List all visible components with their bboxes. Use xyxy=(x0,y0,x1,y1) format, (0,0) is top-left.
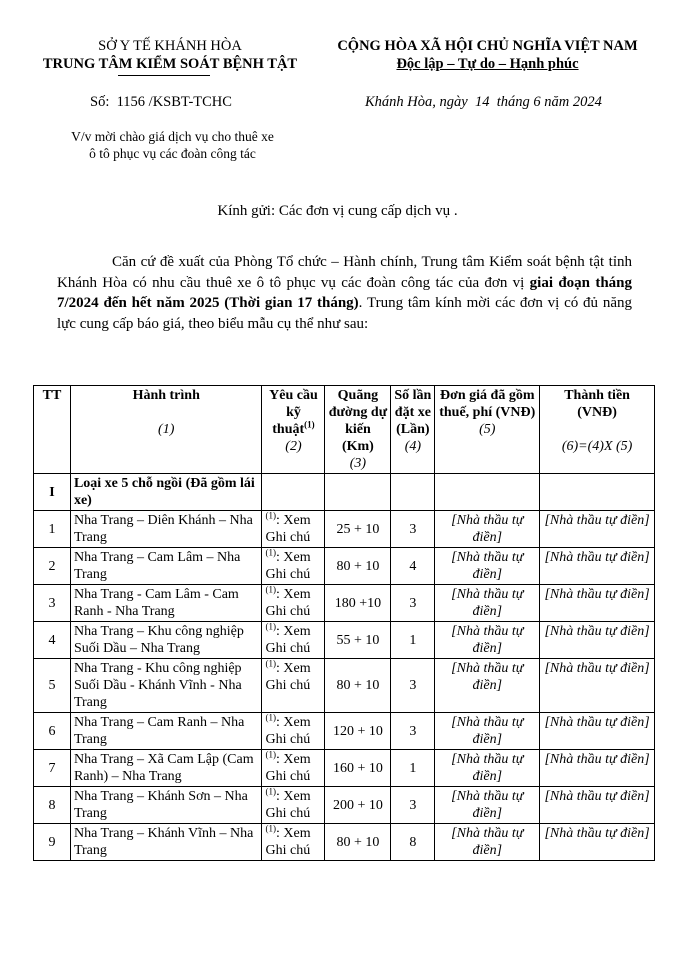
row-dist: 25 + 10 xyxy=(325,511,391,548)
row-req-text: : Xem Ghi chú xyxy=(265,789,311,821)
section-tt: I xyxy=(34,474,71,511)
row-price: [Nhà thầu tự điền] xyxy=(435,548,540,585)
org-underline xyxy=(118,75,210,76)
row-tt: 9 xyxy=(34,824,71,861)
row-req xyxy=(262,548,325,585)
header-tt xyxy=(34,386,71,474)
row-req xyxy=(262,824,325,861)
doc-number-value: 1156 /KSBT-TCHC xyxy=(116,94,232,110)
table-row xyxy=(34,585,655,622)
header-req xyxy=(262,386,325,474)
row-req-sup: (1) xyxy=(265,712,276,723)
row-req xyxy=(262,659,325,713)
row-req-text: : Xem Ghi chú xyxy=(265,550,311,582)
motto-text: Độc lập – Tự do – Hạnh phúc xyxy=(396,56,579,72)
row-times: 3 xyxy=(391,713,435,750)
subject-line-1: V/v mời chào giá dịch vụ cho thuê xe xyxy=(71,129,274,144)
row-req-sup: (1) xyxy=(265,584,276,595)
header-dist-label: Quãng đường dự kiến (Km) xyxy=(328,388,388,454)
colnum-4: (4) xyxy=(404,439,422,454)
row-dist: 120 + 10 xyxy=(325,713,391,750)
header-total-label: Thành tiền (VNĐ) xyxy=(564,388,630,420)
row-req-sup: (1) xyxy=(265,823,276,834)
table-row xyxy=(34,548,655,585)
row-total: [Nhà thầu tự điền] xyxy=(540,787,655,824)
row-times: 8 xyxy=(391,824,435,861)
section-empty-cell xyxy=(540,474,655,511)
row-req xyxy=(262,585,325,622)
row-tt: 8 xyxy=(34,787,71,824)
row-total: [Nhà thầu tự điền] xyxy=(540,548,655,585)
row-tt: 4 xyxy=(34,622,71,659)
body-paragraph xyxy=(57,252,632,334)
row-tt: 5 xyxy=(34,659,71,713)
doc-number-label: Số: xyxy=(90,94,110,110)
header-tt-label: TT xyxy=(42,388,62,403)
row-dist: 55 + 10 xyxy=(325,622,391,659)
colnum-2: (2) xyxy=(285,439,302,454)
row-total: [Nhà thầu tự điền] xyxy=(540,511,655,548)
table-row xyxy=(34,622,655,659)
recipient: Kính gửi: Các đơn vị cung cấp dịch vụ . xyxy=(217,203,458,219)
row-req-text: : Xem Ghi chú xyxy=(265,513,311,545)
row-dist: 200 + 10 xyxy=(325,787,391,824)
row-total: [Nhà thầu tự điền] xyxy=(540,622,655,659)
header-route-label: Hành trình xyxy=(132,388,200,403)
row-req-sup: (1) xyxy=(265,786,276,797)
row-dist: 180 +10 xyxy=(325,585,391,622)
org-name: TRUNG TÂM KIỂM SOÁT BỆNH TẬT xyxy=(42,56,298,72)
row-dist: 80 + 10 xyxy=(325,548,391,585)
table-row xyxy=(34,511,655,548)
row-req-sup: (1) xyxy=(265,749,276,760)
header-dist xyxy=(325,386,391,474)
header-req-label: Yêu cầu kỹ thuật xyxy=(269,388,318,437)
row-tt: 3 xyxy=(34,585,71,622)
colnum-1: (1) xyxy=(158,422,175,437)
row-req-sup: (1) xyxy=(265,621,276,632)
header-price xyxy=(435,386,540,474)
row-times: 1 xyxy=(391,750,435,787)
table-row xyxy=(34,787,655,824)
section-empty-cell xyxy=(262,474,325,511)
row-total: [Nhà thầu tự điền] xyxy=(540,713,655,750)
row-route: Nha Trang – Khánh Vĩnh – Nha Trang xyxy=(70,824,262,861)
table-row xyxy=(34,824,655,861)
colnum-3: (3) xyxy=(349,456,367,471)
colnum-6: (6)=(4)X (5) xyxy=(561,439,633,454)
row-total: [Nhà thầu tự điền] xyxy=(540,750,655,787)
subject-line-2: ô tô phục vụ các đoàn công tác xyxy=(89,146,256,161)
row-req-text: : Xem Ghi chú xyxy=(265,661,311,693)
row-req xyxy=(262,622,325,659)
header-times xyxy=(391,386,435,474)
table-header-row xyxy=(34,386,655,474)
row-tt: 2 xyxy=(34,548,71,585)
body-text-1: Căn cứ đề xuất của Phòng Tổ chức – Hành chính, Trung tâm Kiểm soát bệnh tật tỉnh Khánh Hòa có nhu cầu thuê xe ô tô phục vụ các đoàn công tác của đơn vị xyxy=(57,254,632,291)
row-req-sup: (1) xyxy=(265,510,276,521)
row-route: Nha Trang – Khánh Sơn – Nha Trang xyxy=(70,787,262,824)
row-price: [Nhà thầu tự điền] xyxy=(435,585,540,622)
table-row xyxy=(34,750,655,787)
row-times: 3 xyxy=(391,511,435,548)
body-text-end: . Trung tâm kính mời các đơn vị có đủ năng lực cung cấp báo giá, theo biểu mẫu cụ thể như sau: xyxy=(57,295,632,332)
row-tt: 6 xyxy=(34,713,71,750)
row-price: [Nhà thầu tự điền] xyxy=(435,787,540,824)
header-times-label: Số lần đặt xe (Lần) xyxy=(394,388,432,437)
body-text-bold: giai đoạn tháng 7/2024 đến hết năm 2025 (Thời gian 17 tháng) xyxy=(57,274,633,311)
row-times: 1 xyxy=(391,622,435,659)
row-times: 3 xyxy=(391,659,435,713)
row-route: Nha Trang – Diên Khánh – Nha Trang xyxy=(70,511,262,548)
row-req xyxy=(262,713,325,750)
row-req xyxy=(262,787,325,824)
table-row xyxy=(34,713,655,750)
place-date: Khánh Hòa, ngày 14 tháng 6 năm 2024 xyxy=(365,94,602,110)
doc-number xyxy=(90,94,232,111)
row-times: 3 xyxy=(391,585,435,622)
row-req-text: : Xem Ghi chú xyxy=(265,752,311,784)
row-req xyxy=(262,750,325,787)
subject xyxy=(30,128,315,162)
row-dist: 80 + 10 xyxy=(325,824,391,861)
row-price: [Nhà thầu tự điền] xyxy=(435,713,540,750)
header-price-label: Đơn giá đã gồm thuế, phí (VNĐ) xyxy=(439,388,536,420)
row-times: 3 xyxy=(391,787,435,824)
country-name: CỘNG HÒA XÃ HỘI CHỦ NGHĨA VIỆT NAM xyxy=(337,38,638,54)
row-req-text: : Xem Ghi chú xyxy=(265,624,311,656)
price-table xyxy=(33,385,655,861)
row-price: [Nhà thầu tự điền] xyxy=(435,622,540,659)
table-row xyxy=(34,659,655,713)
row-route: Nha Trang – Xã Cam Lập (Cam Ranh) – Nha Trang xyxy=(70,750,262,787)
row-req-text: : Xem Ghi chú xyxy=(265,826,311,858)
section-label: Loại xe 5 chỗ ngồi (Đã gồm lái xe) xyxy=(70,474,262,511)
section-empty-cell xyxy=(391,474,435,511)
row-req xyxy=(262,511,325,548)
row-total: [Nhà thầu tự điền] xyxy=(540,824,655,861)
row-total: [Nhà thầu tự điền] xyxy=(540,659,655,713)
row-dist: 160 + 10 xyxy=(325,750,391,787)
row-price: [Nhà thầu tự điền] xyxy=(435,659,540,713)
header-total xyxy=(540,386,655,474)
colnum-5: (5) xyxy=(479,422,496,437)
row-tt: 7 xyxy=(34,750,71,787)
header-req-sup: (1) xyxy=(304,419,315,430)
row-price: [Nhà thầu tự điền] xyxy=(435,511,540,548)
section-empty-cell xyxy=(435,474,540,511)
row-req-sup: (1) xyxy=(265,547,276,558)
row-req-sup: (1) xyxy=(265,658,276,669)
row-route: Nha Trang - Khu công nghiệp Suối Dầu - Khánh Vĩnh - Nha Trang xyxy=(70,659,262,713)
row-route: Nha Trang – Khu công nghiệp Suối Dầu – Nha Trang xyxy=(70,622,262,659)
row-total: [Nhà thầu tự điền] xyxy=(540,585,655,622)
row-req-text: : Xem Ghi chú xyxy=(265,587,311,619)
row-req-text: : Xem Ghi chú xyxy=(265,715,311,747)
section-row xyxy=(34,474,655,511)
row-route: Nha Trang - Cam Lâm - Cam Ranh - Nha Trang xyxy=(70,585,262,622)
row-route: Nha Trang – Cam Ranh – Nha Trang xyxy=(70,713,262,750)
header-route xyxy=(70,386,262,474)
row-price: [Nhà thầu tự điền] xyxy=(435,824,540,861)
row-route: Nha Trang – Cam Lâm – Nha Trang xyxy=(70,548,262,585)
row-dist: 80 + 10 xyxy=(325,659,391,713)
section-empty-cell xyxy=(325,474,391,511)
org-parent: SỞ Y TẾ KHÁNH HÒA xyxy=(98,38,242,54)
row-times: 4 xyxy=(391,548,435,585)
row-price: [Nhà thầu tự điền] xyxy=(435,750,540,787)
row-tt: 1 xyxy=(34,511,71,548)
motto xyxy=(320,56,655,73)
